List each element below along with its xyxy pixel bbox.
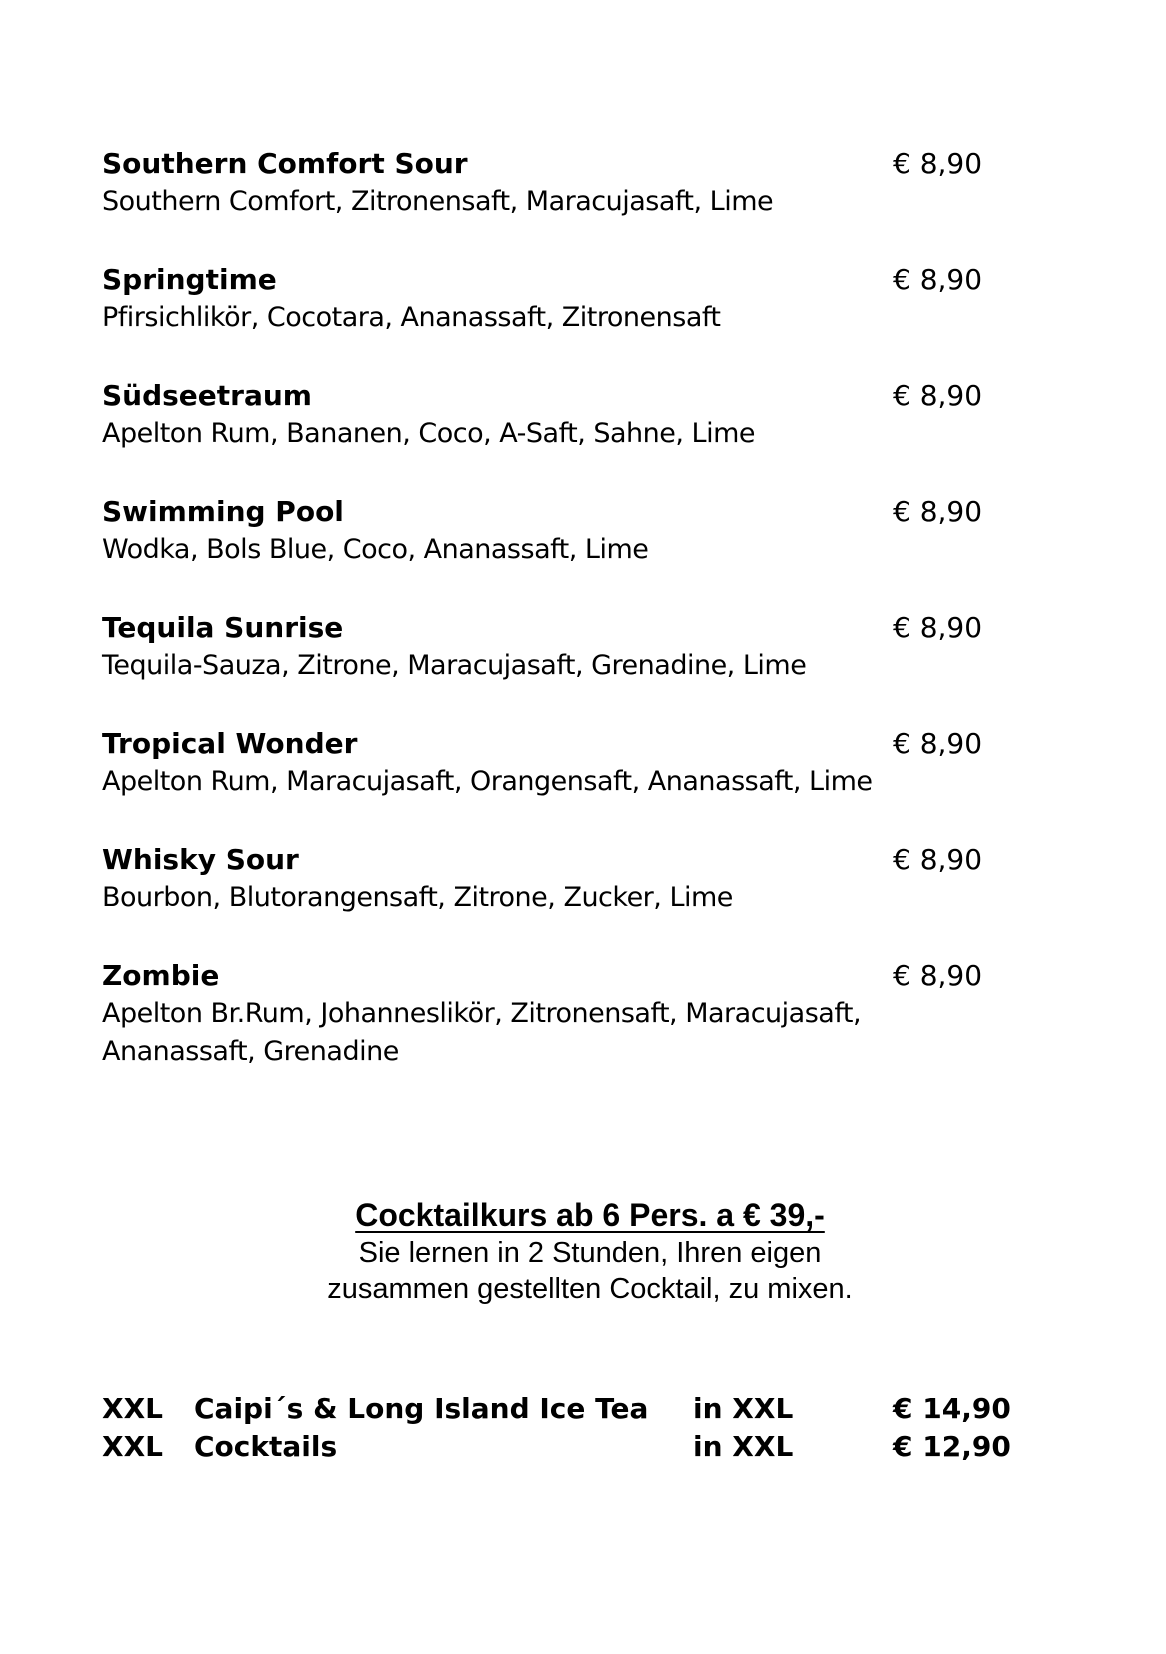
menu-item (102, 145, 982, 261)
item-name: Swimming Pool (102, 495, 344, 528)
menu-item (102, 725, 982, 841)
item-name: Springtime (102, 263, 277, 296)
menu-item (102, 377, 982, 493)
cocktail-course-notice (230, 1195, 950, 1307)
item-description: Apelton Rum, Bananen, Coco, A-Saft, Sahne, Lime (102, 418, 756, 449)
course-text-line: zusammen gestellten Cocktail, zu mixen. (327, 1273, 853, 1305)
menu-item (102, 609, 982, 725)
menu-item (102, 261, 982, 377)
xxl-label: Caipi´s & Long Island Ice Tea (194, 1392, 649, 1425)
item-description: Pfirsichlikör, Cocotara, Ananassaft, Zitronensaft (102, 302, 721, 333)
course-text-line: Sie lernen in 2 Stunden, Ihren eigen (358, 1237, 822, 1269)
item-name: Tropical Wonder (102, 727, 358, 760)
xxl-size: in XXL (693, 1392, 794, 1425)
item-price: € 8,90 (893, 147, 983, 180)
item-name: Südseetraum (102, 379, 312, 412)
item-price: € 8,90 (893, 495, 983, 528)
xxl-section (102, 1390, 1011, 1466)
item-description: Wodka, Bols Blue, Coco, Ananassaft, Lime (102, 534, 649, 565)
item-name: Zombie (102, 959, 220, 992)
menu-item (102, 841, 982, 957)
xxl-size: in XXL (693, 1430, 794, 1463)
item-description: Tequila-Sauza, Zitrone, Maracujasaft, Grenadine, Lime (102, 650, 807, 681)
course-title: Cocktailkurs ab 6 Pers. a € 39,- (355, 1197, 825, 1233)
item-price: € 8,90 (893, 611, 983, 644)
item-price: € 8,90 (893, 727, 983, 760)
item-name: Southern Comfort Sour (102, 147, 468, 180)
xxl-row (102, 1390, 1011, 1428)
xxl-label: Cocktails (194, 1430, 338, 1463)
menu-item (102, 493, 982, 609)
menu-item (102, 957, 982, 1073)
xxl-row (102, 1428, 1011, 1466)
xxl-prefix: XXL (102, 1392, 164, 1425)
item-description: Apelton Rum, Maracujasaft, Orangensaft, Ananassaft, Lime (102, 766, 873, 797)
item-price: € 8,90 (893, 263, 983, 296)
item-name: Whisky Sour (102, 843, 299, 876)
xxl-price: € 12,90 (893, 1430, 1011, 1463)
xxl-prefix: XXL (102, 1430, 164, 1463)
xxl-price: € 14,90 (893, 1392, 1011, 1425)
item-name: Tequila Sunrise (102, 611, 344, 644)
item-price: € 8,90 (893, 379, 983, 412)
item-description: Apelton Br.Rum, Johanneslikör, Zitronensaft, Maracujasaft, Ananassaft, Grenadine (102, 998, 862, 1067)
item-description: Southern Comfort, Zitronensaft, Maracujasaft, Lime (102, 186, 774, 217)
item-price: € 8,90 (893, 843, 983, 876)
item-description: Bourbon, Blutorangensaft, Zitrone, Zucker, Lime (102, 882, 733, 913)
item-price: € 8,90 (893, 959, 983, 992)
cocktail-menu (102, 145, 982, 1073)
